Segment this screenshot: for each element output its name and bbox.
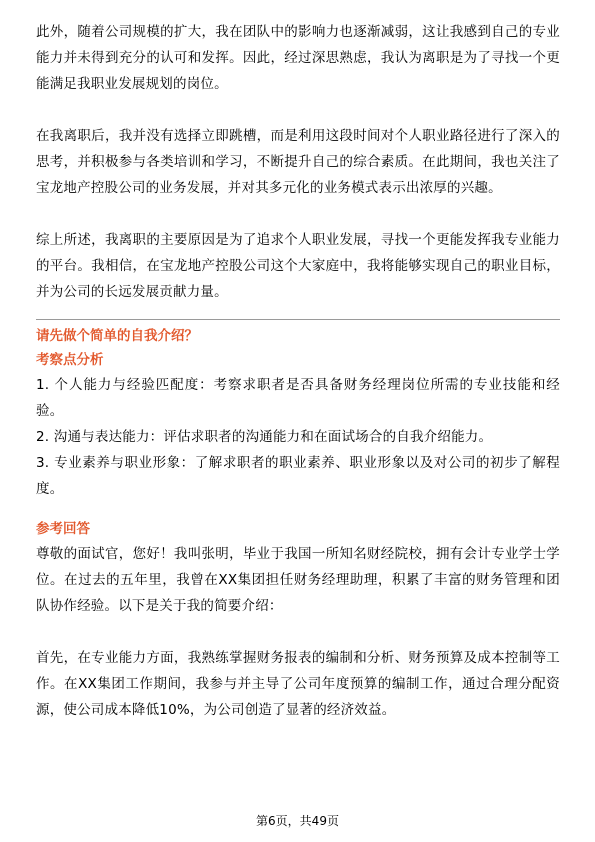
paragraph-career-influence: 此外，随着公司规模的扩大，我在团队中的影响力也逐渐减弱，这让我感到自己的专业能力并未得到充分的认可和发挥。因此，经过深思熟虑，我认为离职是为了寻找一个更能满足我职业发展规划的岗位。 — [36, 24, 560, 92]
analysis-item-1: 1. 个人能力与经验匹配度：考察求职者是否具备财务经理岗位所需的专业技能和经验。 — [36, 377, 560, 419]
analysis-item-3: 3. 专业素养与职业形象：了解求职者的职业素养、职业形象以及对公司的初步了解程度。 — [36, 455, 560, 497]
page-content — [36, 19, 560, 723]
answer-paragraph-intro: 尊敬的面试官，您好！我叫张明，毕业于我国一所知名财经院校，拥有会计专业学士学位。在过去的五年里，我曾在XX集团担任财务经理助理，积累了丰富的财务管理和团队协作经验。以下是关于我的简要介绍： — [36, 546, 560, 614]
analysis-item-2: 2. 沟通与表达能力：评估求职者的沟通能力和在面试场合的自我介绍能力。 — [36, 429, 493, 445]
paragraph-after-resignation: 在我离职后，我并没有选择立即跳槽，而是利用这段时间对个人职业路径进行了深入的思考，并积极参与各类培训和学习，不断提升自己的综合素质。在此期间，我也关注了宝龙地产控股公司的业务发展，并对其多元化的业务模式表示出浓厚的兴趣。 — [36, 128, 560, 196]
question-heading: 请先做个简单的自我介绍？ — [36, 328, 198, 344]
section-divider — [36, 319, 560, 320]
paragraph-summary: 综上所述，我离职的主要原因是为了追求个人职业发展，寻找一个更能发挥我专业能力的平台。我相信，在宝龙地产控股公司这个大家庭中，我将能够实现自己的职业目标，并为公司的长远发展贡献力量。 — [36, 232, 560, 300]
answer-paragraph-skills: 首先，在专业能力方面，我熟练掌握财务报表的编制和分析、财务预算及成本控制等工作。在XX集团工作期间，我参与并主导了公司年度预算的编制工作，通过合理分配资源，使公司成本降低10%，为公司创造了显著的经济效益。 — [36, 650, 560, 718]
answer-heading: 参考回答 — [36, 521, 90, 537]
page-number-footer: 第6页，共49页 — [256, 814, 339, 828]
analysis-heading: 考察点分析 — [36, 352, 104, 368]
